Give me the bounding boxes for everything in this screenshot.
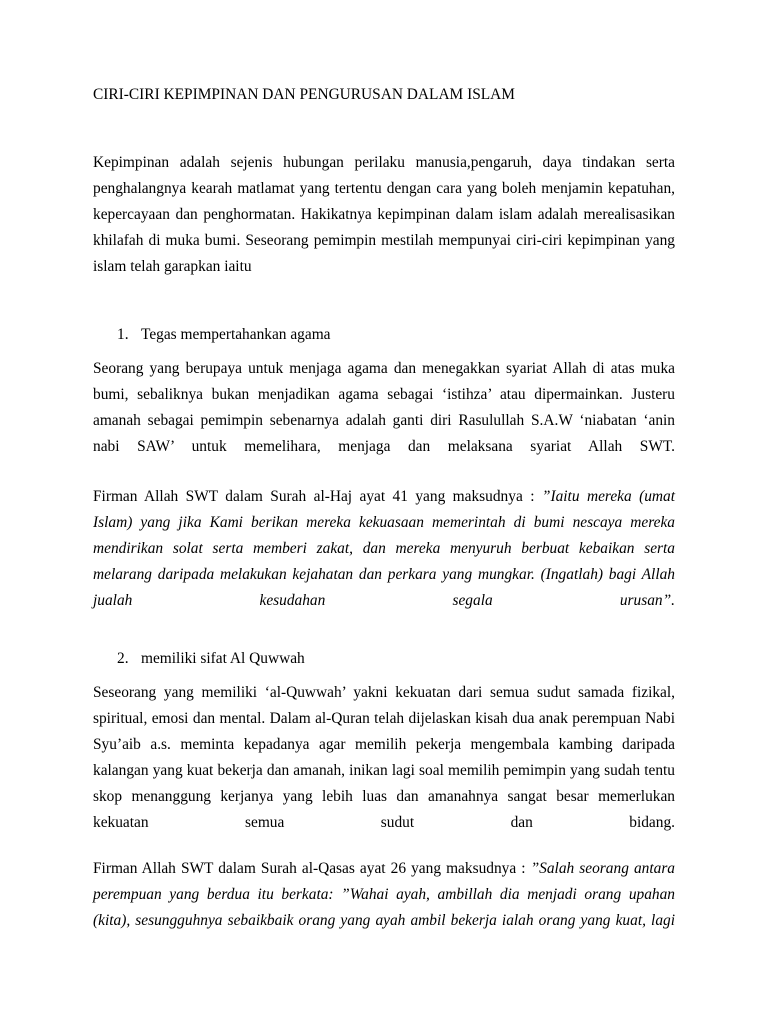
paragraph-line: penghalangnya kearah matlamat yang tertentu dengan cara yang boleh menjamin kepatuhan, (93, 180, 675, 197)
paragraph-line: kalangan yang kuat bekerja dan amanah, inikan lagi soal memilih pemimpin yang sudah tentu (93, 762, 675, 779)
section-2-heading (117, 646, 305, 672)
section-2-paragraph (93, 680, 675, 836)
paragraph-line: islam telah garapkan iaitu (93, 258, 252, 275)
paragraph-line: kekuatan semua sudut dan bidang. (93, 814, 675, 831)
quote-line: melarang daripada melakukan kejahatan dan perkara yang mungkar. (Ingatlah) bagi Allah (93, 566, 675, 583)
paragraph-line: skop menanggung kerjanya yang lebih luas dan amanahnya sangat besar memerlukan (93, 788, 675, 805)
quote-line: mendirikan solat serta memberi zakat, dan mereka menyuruh berbuat kebaikan serta (93, 540, 675, 557)
section-1-heading (117, 322, 331, 348)
paragraph-line: Seorang yang berupaya untuk menjaga agama dan menegakkan syariat Allah di atas muka (93, 360, 675, 377)
paragraph-line: bumi, sebaliknya bukan menjadikan agama sebagai ‘istihza’ atau dipermainkan. Justeru (93, 386, 675, 403)
section-1-paragraph (93, 356, 675, 460)
paragraph-line: kepercayaan dan penghormatan. Hakikatnya kepimpinan dalam islam adalah merealisasikan (93, 206, 675, 223)
paragraph-line: amanah sebagai pemimpin sebenarnya adalah ganti diri Rasulullah S.A.W ‘niabatan ‘anin (93, 412, 675, 429)
paragraph-line: khilafah di muka bumi. Seseorang pemimpin mestilah mempunyai ciri-ciri kepimpinan yang (93, 232, 675, 249)
section-number: 1. (117, 326, 129, 343)
quote-line: perempuan yang berdua itu berkata: ”Wahai ayah, ambillah dia menjadi orang upahan (93, 886, 675, 903)
intro-paragraph (93, 150, 675, 280)
document-title: CIRI-CIRI KEPIMPINAN DAN PENGURUSAN DALAM ISLAM (93, 86, 515, 103)
quote-intro: Firman Allah SWT dalam Surah al-Qasas ayat 26 yang maksudnya : (93, 860, 531, 877)
section-heading-text: Tegas mempertahankan agama (141, 326, 331, 343)
quote-line: Islam) yang jika Kami berikan mereka kekuasaan memerintah di bumi nescaya mereka (93, 514, 675, 531)
quote-line (93, 484, 675, 510)
section-heading-text: memiliki sifat Al Quwwah (141, 650, 305, 667)
paragraph-line: spiritual, emosi dan mental. Dalam al-Quran telah dijelaskan kisah dua anak perempuan Nabi (93, 710, 675, 727)
paragraph-line: Seseorang yang memiliki ‘al-Quwwah’ yakni kekuatan dari semua sudut samada fizikal, (93, 684, 675, 701)
section-1-quran-quote (93, 484, 675, 614)
quote-line (93, 856, 675, 882)
quote-line: (kita), sesungguhnya sebaikbaik orang yang ayah ambil bekerja ialah orang yang kuat, lagi (93, 912, 675, 929)
paragraph-line: Syu’aib a.s. meminta kepadanya agar memilih pekerja mengembala kambing daripada (93, 736, 675, 753)
quote-intro: Firman Allah SWT dalam Surah al-Haj ayat 41 yang maksudnya : (93, 488, 542, 505)
quote-text: ”Iaitu mereka (umat (541, 488, 675, 505)
paragraph-line: nabi SAW’ untuk memelihara, menjaga dan melaksana syariat Allah SWT. (93, 438, 675, 455)
section-number: 2. (117, 650, 129, 667)
quote-text: ”Salah seorang antara (530, 860, 676, 877)
quote-line: jualah kesudahan segala urusan”. (93, 592, 675, 609)
section-2-quran-quote (93, 856, 675, 934)
paragraph-line: Kepimpinan adalah sejenis hubungan perilaku manusia,pengaruh, daya tindakan serta (93, 154, 675, 171)
